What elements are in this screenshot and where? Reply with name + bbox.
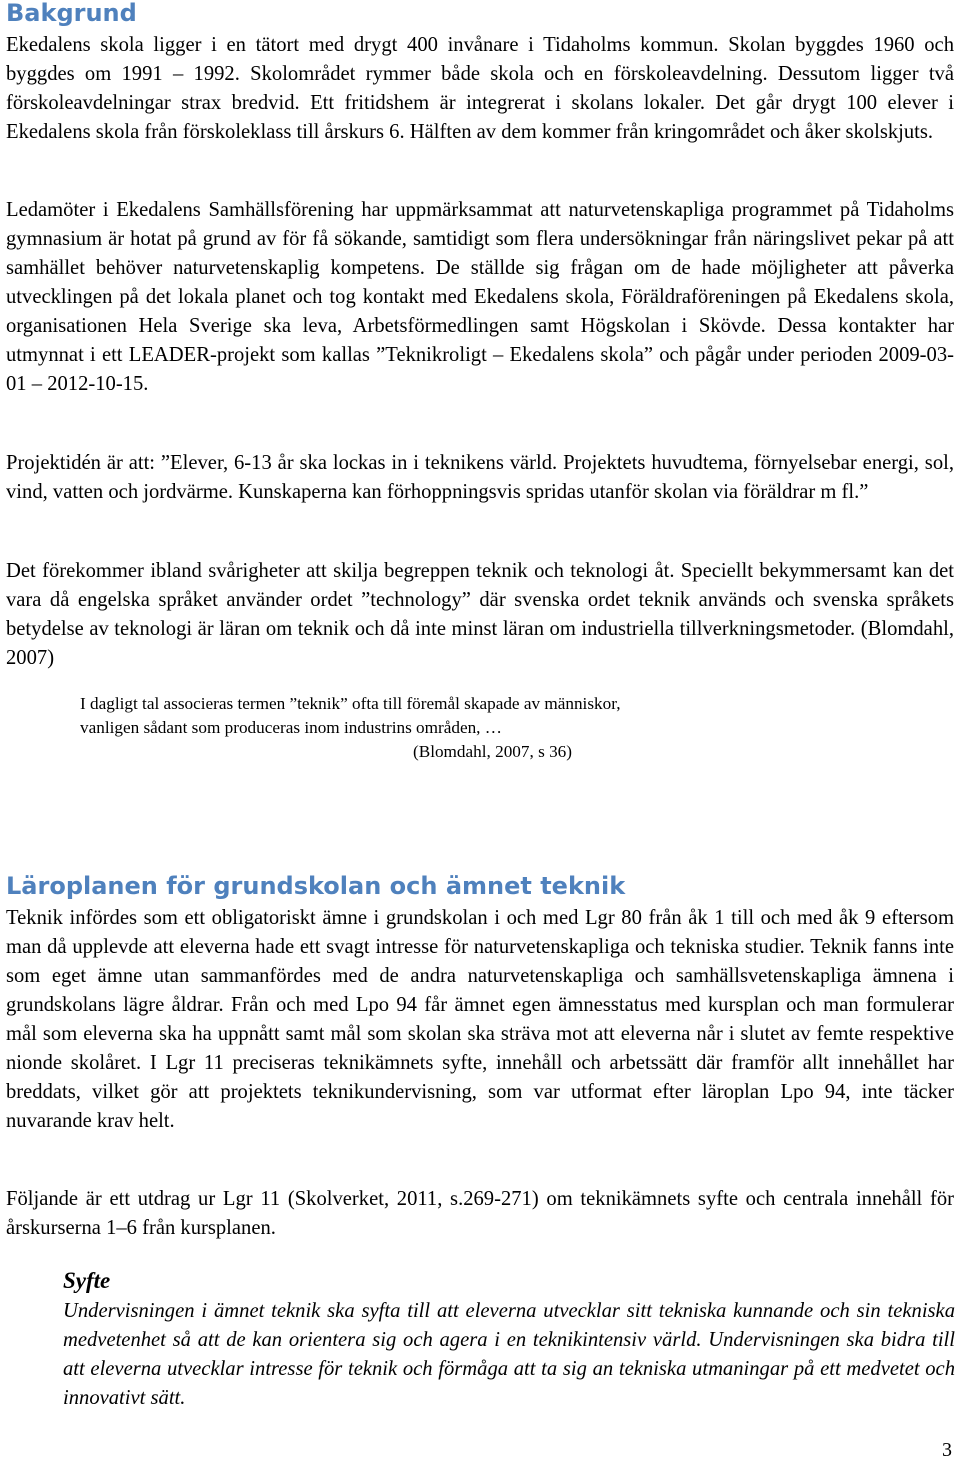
- paragraph-laroplan-historia: Teknik infördes som ett obligatoriskt ämne i grundskolan i och med Lgr 80 från åk 1 till och med åk 9 eftersom man då upplevde att eleverna hade ett svagt intresse för naturvetenskapliga och tekniska studier. Teknik fanns inte som eget ämne utan sammanfördes med de andra naturvetenskapliga och samhällsvetenskapliga ämnena i grundskolans lägre åldrar. Från och med Lpo 94 får ämnet egen ämnesstatus med kursplan och man formulerar mål som eleverna ska ha uppnått samt mål som skolan ska sträva mot att eleverna når i slutet av femte respektive nionde skolåret. I Lgr 11 preciseras teknikämnets syfte, innehåll och arbetssätt där framför allt innehållet har breddats, vilket gör att projektets teknikundervisning, som var utformat efter läroplan Lpo 94, inte täcker nuvarande krav helt.: [6, 907, 954, 1132]
- paragraph-intro: Ekedalens skola ligger i en tätort med drygt 400 invånare i Tidaholms kommun. Skolan byggdes 1960 och byggdes om 1991 – 1992. Skolområdet rymmer både skola och en förskoleavdelning. Dessutom ligger två förskoleavdelningar strax bredvid. Ett fritidshem är integrerat i skolans lokaler. Det går drygt 100 elever i Ekedalens skola från förskoleklass till årskurs 6. Hälften av dem kommer från kringområdet och åker skolskjuts.: [6, 34, 954, 143]
- paragraph-utdrag: Följande är ett utdrag ur Lgr 11 (Skolverket, 2011, s.269-271) om teknikämnets syfte och centrala innehåll för årskurserna 1–6 från kursplanen.: [6, 1188, 954, 1239]
- section-heading-laroplanen: Läroplanen för grundskolan och ämnet teknik: [6, 872, 626, 900]
- subheading-syfte: Syfte: [63, 1268, 111, 1293]
- quote-line: vanligen sådant som produceras inom industrins områden, …: [80, 718, 502, 737]
- page-number: 3: [942, 1439, 952, 1461]
- block-quote: [80, 692, 780, 764]
- paragraph-samhallsforening: Ledamöter i Ekedalens Samhällsförening har uppmärksammat att naturvetenskapliga programmet på Tidaholms gymnasium är hotat på grund av för få sökande, samtidigt som flera undersökningar från näringslivet pekar på att samhället behöver naturvetenskaplig kompetens. De ställde sig frågan om de hade möjligheter att påverka utvecklingen på det lokala planet och tog kontakt med Ekedalens skola, Föräldraföreningen på Ekedalens skola, organisationen Hela Sverige ska leva, Arbetsförmedlingen samt Högskolan i Skövde. Dessa kontakter har utmynnat i ett LEADER-projekt som kallas ”Teknikroligt – Ekedalens skola” och pågår under perioden 2009-03-01 – 2012-10-15.: [6, 199, 954, 395]
- quote-line: I dagligt tal associeras termen ”teknik” ofta till föremål skapade av människor,: [80, 694, 621, 713]
- paragraph-projektide: Projektidén är att: ”Elever, 6-13 år ska lockas in i teknikens värld. Projektets huvudtema, förnyelsebar energi, sol, vind, vatten och jordvärme. Kunskaperna kan förhoppningsvis spridas utanför skolan via föräldrar m fl.”: [6, 452, 954, 503]
- section-heading-bakgrund: Bakgrund: [6, 0, 137, 27]
- paragraph-syfte: Undervisningen i ämnet teknik ska syfta till att eleverna utvecklar sitt tekniska kunnande och sin tekniska medvetenhet så att de kan orientera sig och agera i en teknikintensiv värld. Undervisningen ska bidra till att eleverna utvecklar intresse för teknik och förmåga att ta sig an tekniska utmaningar på ett medvetet och innovativt sätt.: [63, 1300, 955, 1409]
- paragraph-teknik-teknologi: Det förekommer ibland svårigheter att skilja begreppen teknik och teknologi åt. Speciellt bekymmersamt kan det vara då engelska språket använder ordet ”technology” där svenska ordet teknik används och svenska språkets betydelse av teknologi är läran om teknik och då inte minst läran om industriella tillverkningsmetoder. (Blomdahl, 2007): [6, 560, 954, 669]
- quote-reference: (Blomdahl, 2007, s 36): [413, 742, 572, 761]
